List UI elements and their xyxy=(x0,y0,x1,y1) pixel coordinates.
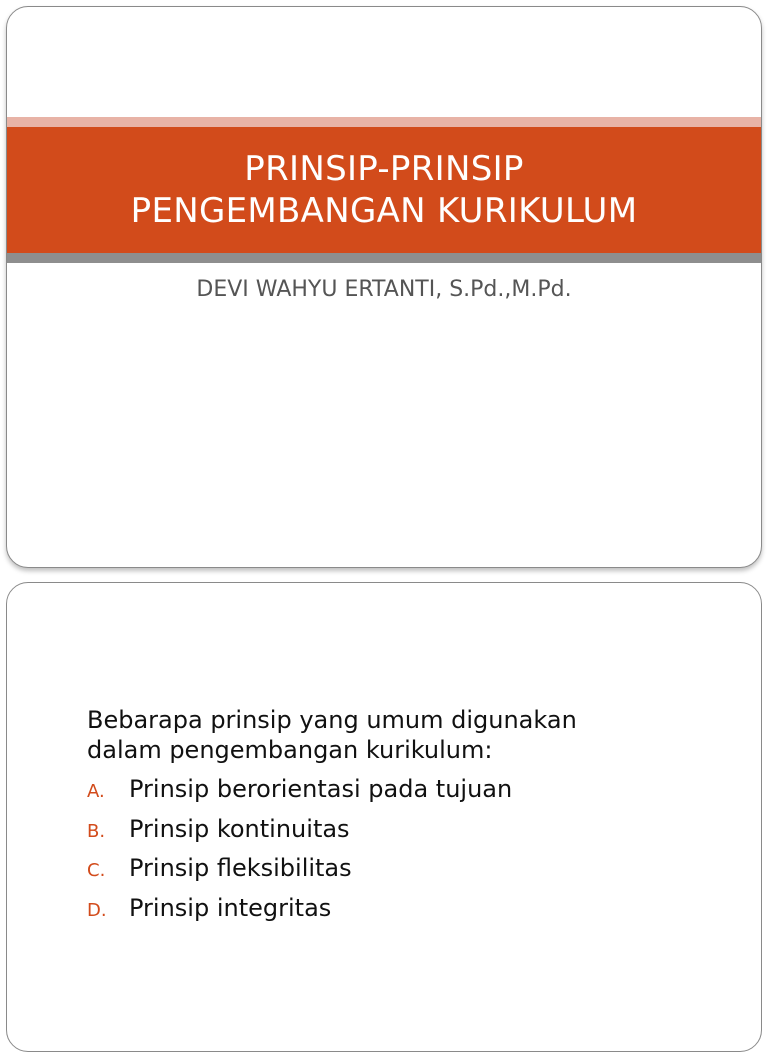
list-marker: C. xyxy=(87,860,106,881)
list-item xyxy=(87,815,512,855)
content-slide xyxy=(6,582,762,1052)
title-slide xyxy=(6,6,762,568)
intro-text xyxy=(87,705,727,765)
list-item-text: Prinsip kontinuitas xyxy=(129,814,350,843)
title-line-1: PRINSIP-PRINSIP xyxy=(244,149,524,189)
list-item xyxy=(87,775,512,815)
intro-line-1: Bebarapa prinsip yang umum digunakan xyxy=(87,706,577,734)
title-line-2: PENGEMBANGAN KURIKULUM xyxy=(130,191,638,231)
title-band xyxy=(7,127,761,253)
list-marker: D. xyxy=(87,899,107,921)
principles-list xyxy=(87,775,512,933)
list-item-text: Prinsip berorientasi pada tujuan xyxy=(129,775,513,803)
title-top-stripe xyxy=(7,117,761,127)
intro-line-2: dalam pengembangan kurikulum: xyxy=(87,736,493,764)
title-bottom-stripe xyxy=(7,253,761,263)
list-item xyxy=(87,894,512,934)
list-item-text: Prinsip integritas xyxy=(129,893,332,922)
list-item xyxy=(87,854,512,894)
author-subtitle: DEVI WAHYU ERTANTI, S.Pd.,M.Pd. xyxy=(196,277,572,302)
list-item-text: Prinsip fleksibilitas xyxy=(129,854,352,882)
list-marker: A. xyxy=(87,781,105,802)
list-marker: B. xyxy=(87,820,106,842)
